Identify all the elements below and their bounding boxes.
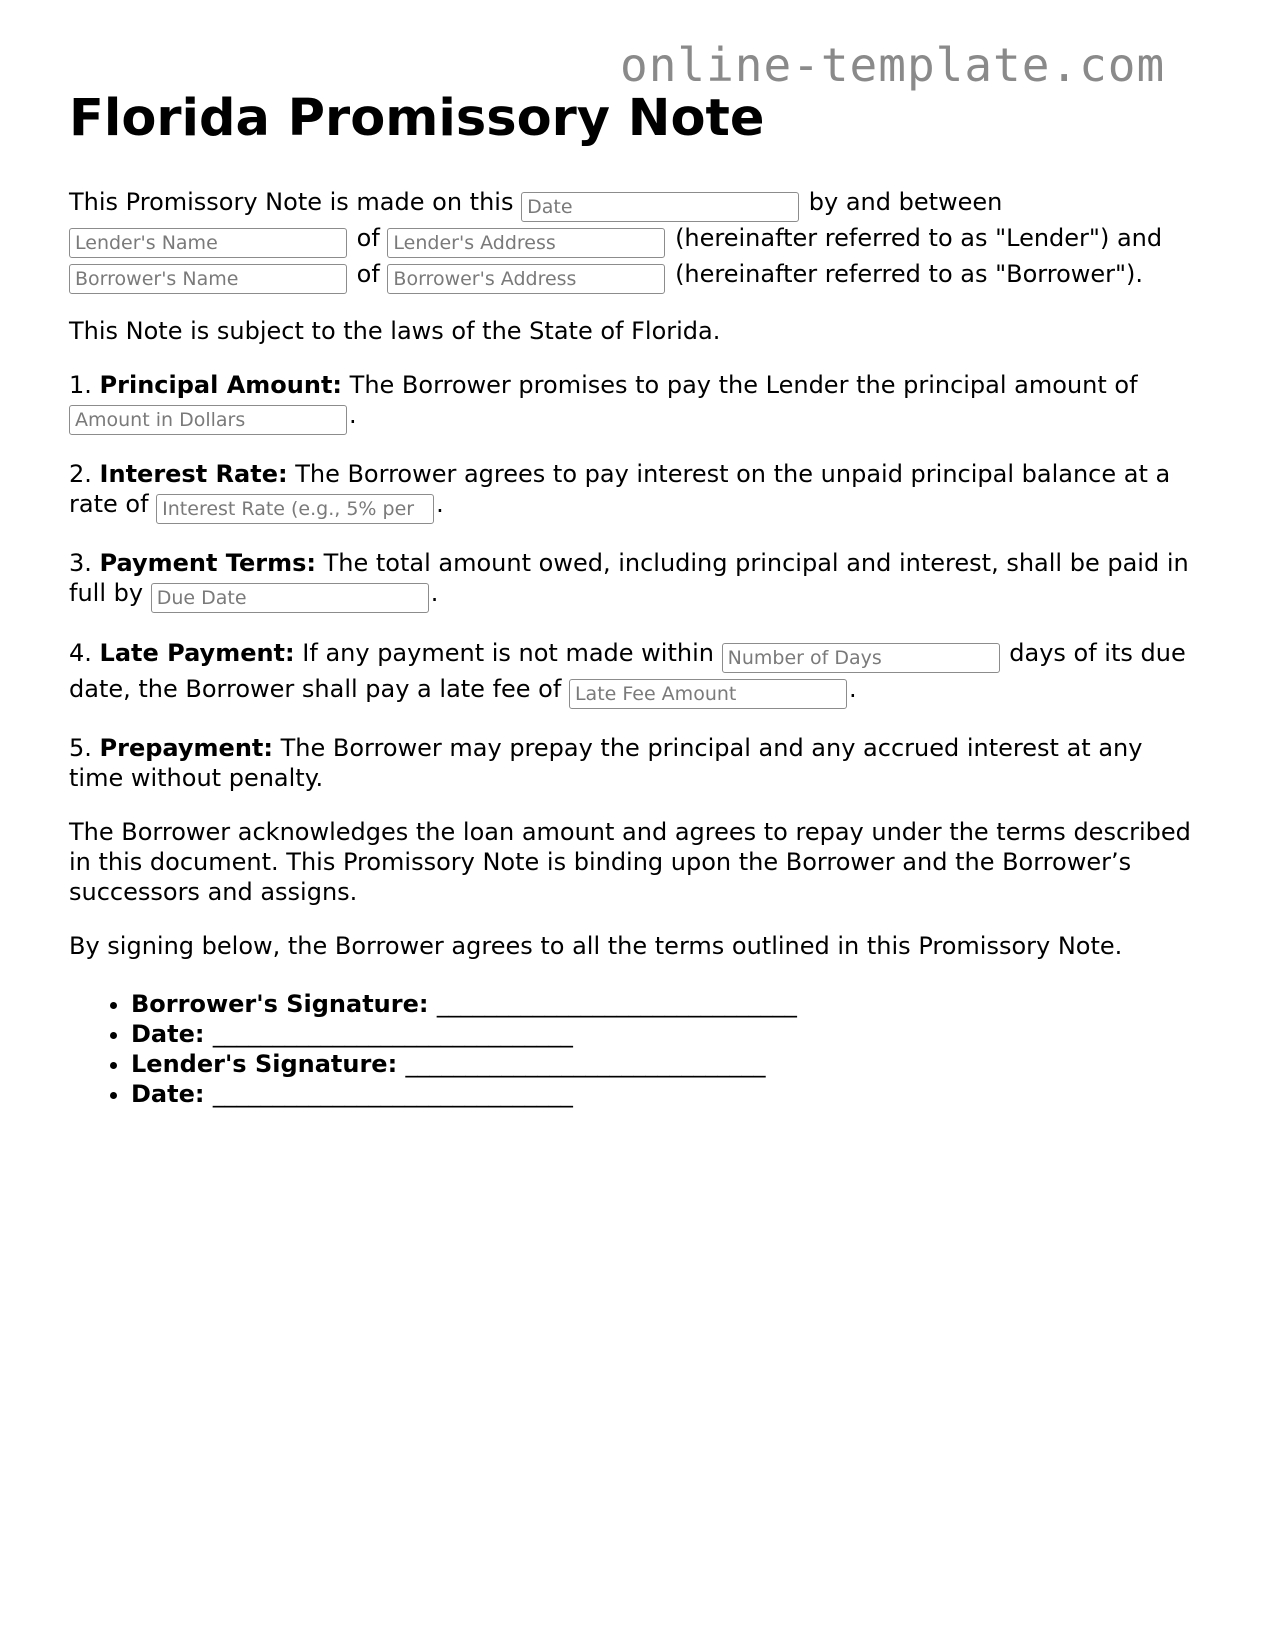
section-number: 4.: [69, 639, 92, 667]
of-text: of: [356, 224, 380, 252]
borrower-name-input[interactable]: [69, 264, 347, 294]
lender-address-input[interactable]: [387, 228, 665, 258]
section-heading: Interest Rate:: [99, 460, 288, 488]
section-payment-terms: [69, 548, 1199, 613]
signature-line[interactable]: ______________________________: [405, 1050, 766, 1078]
agreement-text: By signing below, the Borrower agrees to all the terms outlined in this Promissory Note.: [69, 932, 1123, 960]
intro-text-1: This Promissory Note is made on this: [69, 188, 514, 216]
intro-text-3: (hereinafter referred to as "Lender") and: [675, 224, 1163, 252]
page-title: Florida Promissory Note: [69, 89, 765, 148]
document: [69, 86, 1199, 1109]
governing-law-text: This Note is subject to the laws of the State of Florida.: [69, 317, 721, 345]
date-input[interactable]: [521, 192, 799, 222]
section-number: 2.: [69, 460, 92, 488]
section-number: 5.: [69, 734, 92, 762]
lender-signature-label: Lender's Signature:: [131, 1050, 398, 1078]
section-heading: Late Payment:: [99, 639, 295, 667]
date-label: Date:: [131, 1020, 205, 1048]
section-principal: [69, 370, 1199, 435]
signature-line[interactable]: ______________________________: [436, 990, 797, 1018]
lender-name-input[interactable]: [69, 228, 347, 258]
watermark: online-template.com: [620, 38, 1166, 92]
signature-list: [69, 989, 1199, 1109]
section-interest: [69, 459, 1199, 524]
intro-text-2: by and between: [808, 188, 1003, 216]
amount-input[interactable]: [69, 405, 347, 435]
section-text: days of its due date, the Borrower shall pay a late fee of: [69, 639, 1186, 703]
acknowledgement-text: The Borrower acknowledges the loan amount and agrees to repay under the terms described in this document. This Promissory Note is binding upon the Borrower and the Borrower’s successors and assigns.: [69, 818, 1191, 906]
due-date-input[interactable]: [151, 583, 429, 613]
section-text: The Borrower agrees to pay interest on the unpaid principal balance at a rate of: [69, 460, 1171, 518]
section-late-payment: [69, 637, 1199, 709]
section-number: 3.: [69, 549, 92, 577]
period: .: [848, 675, 857, 703]
lender-signature-item: [131, 1049, 1199, 1079]
section-heading: Prepayment:: [99, 734, 273, 762]
period: .: [430, 579, 439, 607]
date-label: Date:: [131, 1080, 205, 1108]
period: .: [349, 401, 357, 429]
section-text: The total amount owed, including principal and interest, shall be paid in full by: [69, 549, 1189, 607]
date-line[interactable]: ______________________________: [212, 1020, 573, 1048]
section-text: The Borrower promises to pay the Lender the principal amount of: [349, 371, 1138, 399]
days-input[interactable]: [722, 643, 1000, 673]
late-fee-input[interactable]: [569, 679, 847, 709]
section-text: If any payment is not made within: [302, 639, 714, 667]
of-text: of: [356, 260, 380, 288]
intro-paragraph: [69, 186, 1199, 294]
section-number: 1.: [69, 371, 92, 399]
section-heading: Principal Amount:: [99, 371, 343, 399]
interest-rate-input[interactable]: [156, 494, 434, 524]
borrower-address-input[interactable]: [387, 264, 665, 294]
section-text: The Borrower may prepay the principal and any accrued interest at any time without penalty.: [69, 734, 1143, 792]
section-prepayment: [69, 733, 1199, 793]
lender-date-item: [131, 1079, 1199, 1109]
section-heading: Payment Terms:: [99, 549, 316, 577]
borrower-signature-label: Borrower's Signature:: [131, 990, 429, 1018]
date-line[interactable]: ______________________________: [212, 1080, 573, 1108]
borrower-signature-item: [131, 989, 1199, 1019]
borrower-date-item: [131, 1019, 1199, 1049]
period: .: [436, 490, 444, 518]
intro-text-4: (hereinafter referred to as "Borrower").: [675, 260, 1144, 288]
